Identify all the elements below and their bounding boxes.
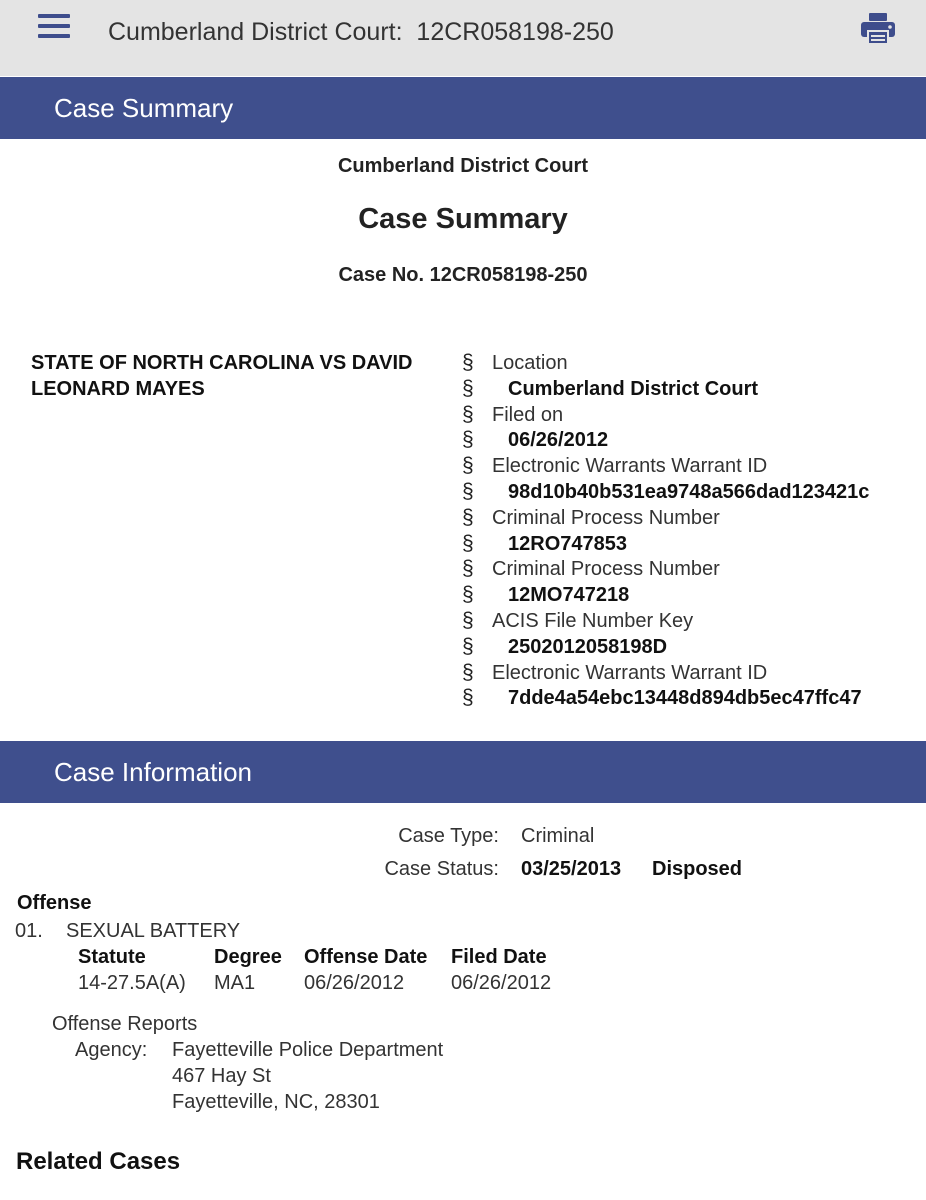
section-bullet: §	[462, 557, 474, 581]
detail-label: Electronic Warrants Warrant ID	[492, 661, 768, 684]
case-information-section-title: Case Information	[54, 757, 252, 787]
case-summary-section-bar	[0, 77, 926, 139]
detail-value: Cumberland District Court	[508, 377, 759, 400]
offense-number: 01.	[15, 920, 43, 942]
case-details-list	[462, 350, 926, 711]
detail-label-row	[462, 660, 926, 686]
case-type-label: Case Type:	[398, 825, 499, 847]
section-bullet: §	[462, 376, 474, 400]
case-status-label: Case Status:	[384, 858, 499, 880]
detail-label: Criminal Process Number	[492, 506, 720, 529]
case-summary-section-title: Case Summary	[54, 93, 234, 123]
section-bullet: §	[462, 660, 474, 684]
section-bullet: §	[462, 402, 474, 426]
section-bullet: §	[462, 505, 474, 529]
detail-label-row	[462, 402, 926, 428]
top-app-bar	[0, 0, 926, 76]
section-bullet: §	[462, 479, 474, 503]
section-bullet: §	[462, 608, 474, 632]
filed-date-value: 06/26/2012	[451, 972, 552, 994]
degree-header: Degree	[214, 946, 282, 968]
detail-label-row	[462, 505, 926, 531]
degree-value: MA1	[214, 972, 256, 994]
offense-name: SEXUAL BATTERY	[66, 920, 241, 942]
detail-label: Filed on	[492, 403, 564, 426]
detail-value: 2502012058198D	[508, 635, 668, 658]
page-heading: Case Summary	[358, 203, 568, 235]
section-bullet: §	[462, 583, 474, 607]
app-title: Cumberland District Court: 12CR058198-250	[108, 18, 614, 46]
detail-label: Electronic Warrants Warrant ID	[492, 455, 768, 478]
detail-label-row	[462, 453, 926, 479]
offense-heading: Offense	[17, 892, 92, 914]
printer-icon[interactable]	[860, 12, 896, 46]
detail-label-row	[462, 350, 926, 376]
section-bullet: §	[462, 686, 474, 710]
case-status-row	[0, 858, 926, 884]
detail-value-row	[462, 634, 926, 660]
section-bullet: §	[462, 428, 474, 452]
detail-value-row	[462, 582, 926, 608]
section-bullet: §	[462, 351, 474, 374]
detail-label-row	[462, 608, 926, 634]
agency-name: Fayetteville Police Department	[172, 1039, 444, 1061]
detail-value-row	[462, 376, 926, 402]
detail-value-row	[462, 479, 926, 505]
detail-value-row	[462, 531, 926, 557]
detail-value: 98d10b40b531ea9748a566dad123421c	[508, 480, 870, 503]
case-number: Case No. 12CR058198-250	[338, 264, 588, 286]
offense-reports-label: Offense Reports	[52, 1013, 198, 1035]
detail-value-row	[462, 427, 926, 453]
detail-value-row	[462, 685, 926, 711]
case-information-section-bar	[0, 741, 926, 803]
detail-value: 12MO747218	[508, 584, 630, 607]
filed-date-header: Filed Date	[451, 946, 547, 968]
detail-value: 7dde4a54ebc13448d894db5ec47ffc47	[508, 687, 862, 710]
agency-street: 467 Hay St	[172, 1065, 271, 1087]
section-bullet: §	[462, 634, 474, 658]
detail-value: 12RO747853	[508, 532, 627, 555]
case-type-row	[0, 825, 926, 851]
detail-value: 06/26/2012	[508, 429, 609, 452]
detail-label: Criminal Process Number	[492, 558, 720, 581]
case-type-value: Criminal	[521, 825, 595, 847]
detail-label: ACIS File Number Key	[492, 609, 694, 632]
section-bullet: §	[462, 454, 474, 478]
statute-value: 14-27.5A(A)	[78, 972, 186, 994]
offense-date-header: Offense Date	[304, 946, 428, 968]
detail-label-row	[462, 556, 926, 582]
hamburger-menu-icon[interactable]	[38, 14, 70, 40]
related-cases-heading: Related Cases	[16, 1148, 181, 1175]
detail-label: Location	[492, 352, 568, 374]
court-name: Cumberland District Court	[337, 155, 589, 177]
agency-city: Fayetteville, NC, 28301	[172, 1091, 380, 1113]
case-status-date: 03/25/2013	[521, 858, 622, 880]
case-parties: STATE OF NORTH CAROLINA VS DAVID LEONARD MAYES	[31, 352, 413, 400]
case-status-value: Disposed	[652, 858, 743, 880]
offense-date-value: 06/26/2012	[304, 972, 405, 994]
agency-label: Agency:	[75, 1039, 148, 1061]
section-bullet: §	[462, 531, 474, 555]
statute-header: Statute	[78, 946, 146, 968]
